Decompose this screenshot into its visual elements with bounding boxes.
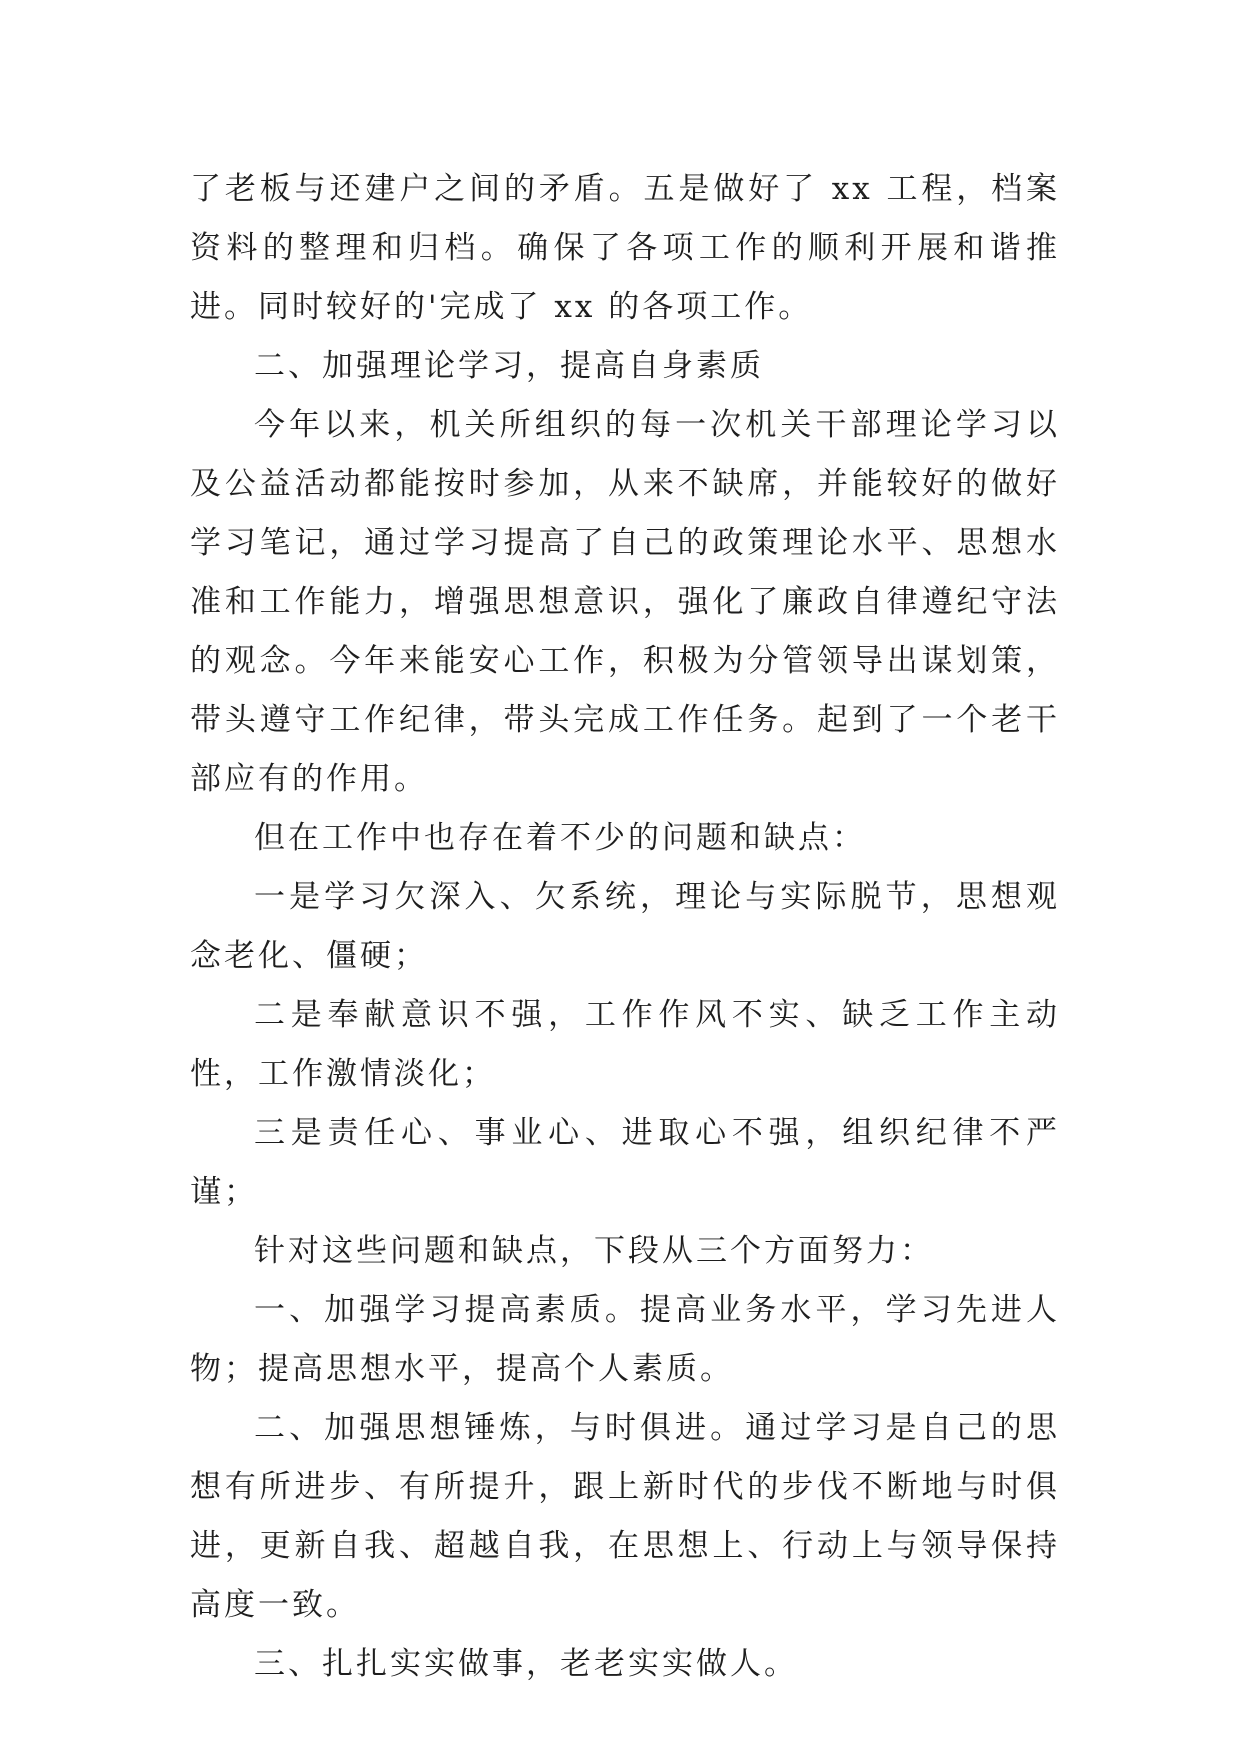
- paragraph-3: 今年以来，机关所组织的每一次机关干部理论学习以及公益活动都能按时参加，从来不缺席，并能较好的做好学习笔记，通过学习提高了自己的政策理论水平、思想水准和工作能力，增强思想意识，强化了廉政自律遵纪守法的观念。今年来能安心工作，积极为分管领导出谋划策，带头遵守工作纪律，带头完成工作任务。起到了一个老干部应有的作用。: [190, 407, 1060, 797]
- paragraph-7: 三是责任心、事业心、进取心不强，组织纪律不严谨；: [190, 1115, 1060, 1210]
- paragraph-6: 二是奉献意识不强，工作作风不实、缺乏工作主动性，工作激情淡化；: [190, 997, 1060, 1092]
- paragraph-8: 针对这些问题和缺点，下段从三个方面努力：: [254, 1233, 934, 1269]
- section-heading-2: 二、加强理论学习，提高自身素质: [254, 348, 764, 384]
- paragraph-10: 二、加强思想锤炼，与时俱进。通过学习是自己的思想有所进步、有所提升，跟上新时代的步伐不断地与时俱进，更新自我、超越自我，在思想上、行动上与领导保持高度一致。: [190, 1410, 1060, 1623]
- paragraph-4: 但在工作中也存在着不少的问题和缺点：: [254, 820, 866, 856]
- paragraph-9: 一、加强学习提高素质。提高业务水平，学习先进人物；提高思想水平，提高个人素质。: [190, 1292, 1060, 1387]
- paragraph-5: 一是学习欠深入、欠系统，理论与实际脱节，思想观念老化、僵硬；: [190, 879, 1060, 974]
- document-body: [190, 160, 1060, 1694]
- paragraph-1: 了老板与还建户之间的矛盾。五是做好了 xx 工程，档案资料的整理和归档。确保了各项工作的顺利开展和谐推进。同时较好的'完成了 xx 的各项工作。: [190, 171, 1060, 325]
- paragraph-11: 三、扎扎实实做事，老老实实做人。: [254, 1646, 798, 1682]
